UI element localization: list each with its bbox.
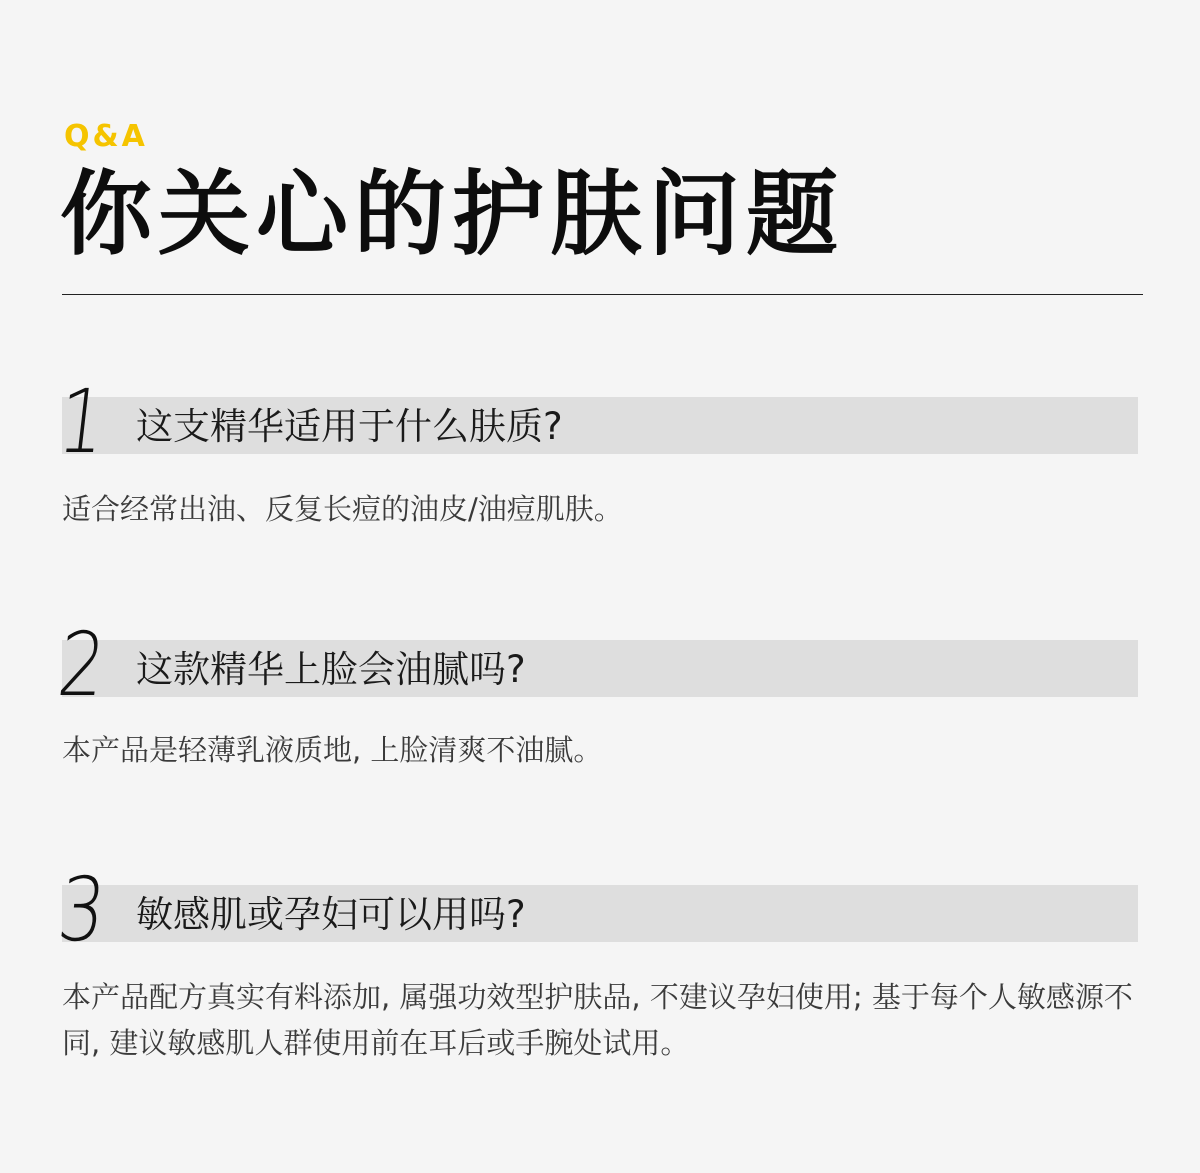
question-text: 这支精华适用于什么肤质?	[136, 405, 563, 448]
question-number: 1	[53, 370, 111, 473]
page-title: 你关心的护肤问题	[60, 161, 845, 268]
question-text: 这款精华上脸会油腻吗?	[136, 648, 526, 691]
qa-eyebrow-label: Q&A	[64, 119, 148, 154]
title-divider	[62, 294, 1143, 295]
question-text: 敏感肌或孕妇可以用吗?	[136, 893, 526, 936]
answer-text: 本产品是轻薄乳液质地, 上脸清爽不油腻。	[62, 733, 603, 767]
question-number: 3	[53, 858, 111, 961]
question-number: 2	[53, 613, 111, 716]
answer-text: 本产品配方真实有料添加, 属强功效型护肤品, 不建议孕妇使用; 基于每个人敏感源不同, 建议敏感肌人群使用前在耳后或手腕处试用。	[62, 980, 1133, 1060]
answer-text: 适合经常出油、反复长痘的油皮/油痘肌肤。	[62, 492, 623, 526]
